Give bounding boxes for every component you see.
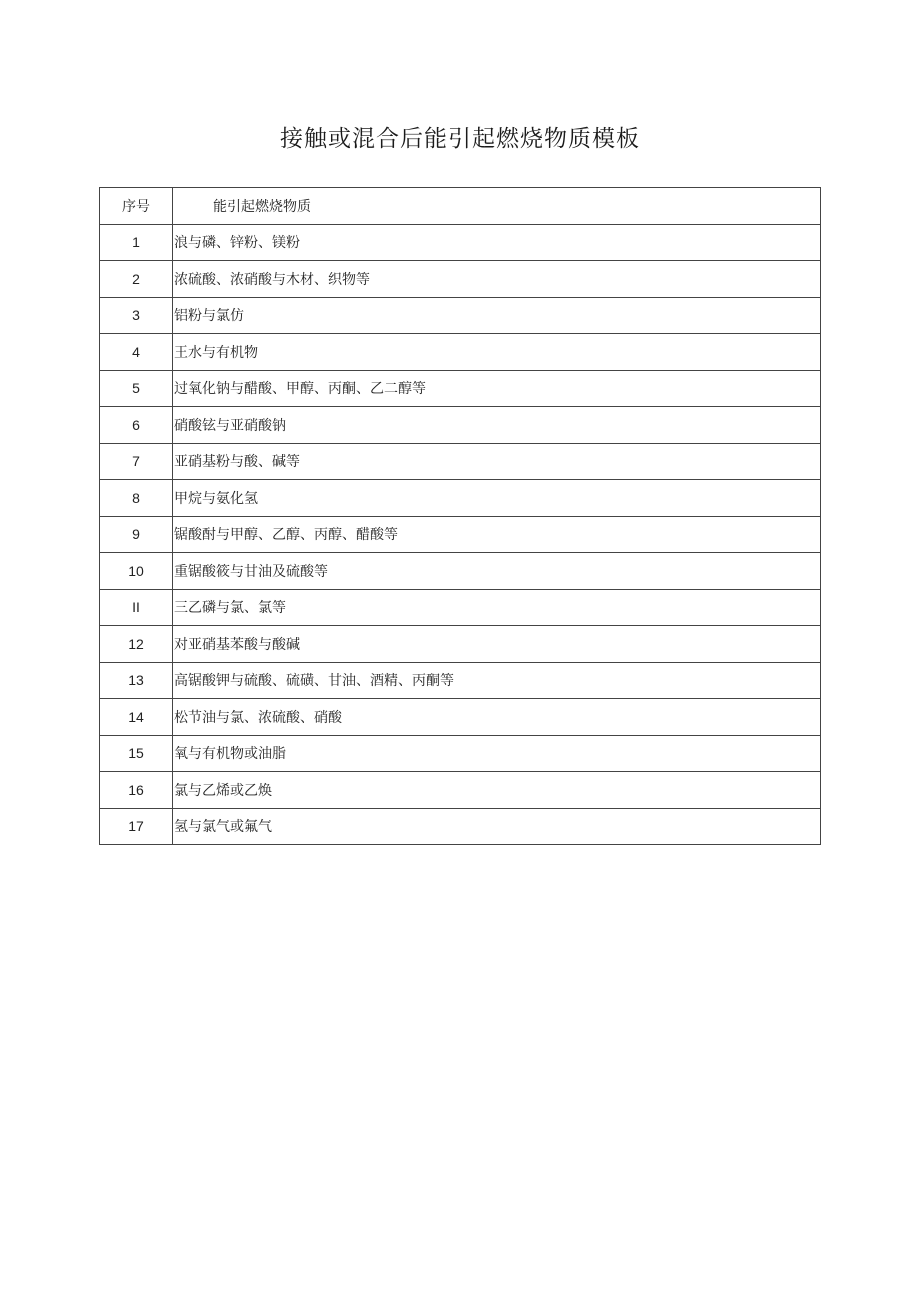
table-row	[100, 407, 821, 444]
table-row	[100, 261, 821, 298]
row-substance: 过氧化钠与醋酸、甲醇、丙酮、乙二醇等	[173, 370, 821, 407]
row-substance: 王水与有机物	[173, 334, 821, 371]
row-no: 3	[100, 297, 173, 334]
table-row	[100, 662, 821, 699]
table-row	[100, 735, 821, 772]
row-no: 12	[100, 626, 173, 663]
table-row	[100, 699, 821, 736]
table-row	[100, 443, 821, 480]
row-substance: 氢与氯气或氟气	[173, 808, 821, 845]
row-substance: 浪与磷、锌粉、镁粉	[173, 224, 821, 261]
table-row	[100, 772, 821, 809]
row-no: 8	[100, 480, 173, 517]
row-substance: 锯酸酎与甲醇、乙醇、丙醇、醋酸等	[173, 516, 821, 553]
row-no: 15	[100, 735, 173, 772]
row-substance: 重锯酸筱与甘油及硫酸等	[173, 553, 821, 590]
substances-table	[99, 187, 821, 845]
row-no: 2	[100, 261, 173, 298]
row-no: 17	[100, 808, 173, 845]
row-no: 10	[100, 553, 173, 590]
row-no: 1	[100, 224, 173, 261]
row-substance: 松节油与氯、浓硫酸、硝酸	[173, 699, 821, 736]
table-row	[100, 553, 821, 590]
table-row	[100, 224, 821, 261]
table-row	[100, 480, 821, 517]
row-no: 6	[100, 407, 173, 444]
table-row	[100, 626, 821, 663]
row-substance: 浓硫酸、浓硝酸与木材、织物等	[173, 261, 821, 298]
row-substance: 硝酸铉与亚硝酸钠	[173, 407, 821, 444]
row-substance: 亚硝基粉与酸、碱等	[173, 443, 821, 480]
row-no: 4	[100, 334, 173, 371]
row-no: 16	[100, 772, 173, 809]
row-no: 5	[100, 370, 173, 407]
row-substance: 甲烷与氨化氢	[173, 480, 821, 517]
row-no: 9	[100, 516, 173, 553]
page-title: 接触或混合后能引起燃烧物质模板	[280, 126, 640, 152]
header-substance: 能引起燃烧物质	[173, 188, 821, 225]
table-row	[100, 808, 821, 845]
row-substance: 氧与有机物或油脂	[173, 735, 821, 772]
row-no: 13	[100, 662, 173, 699]
row-substance: 氯与乙烯或乙焕	[173, 772, 821, 809]
table-row	[100, 334, 821, 371]
row-substance: 三乙磷与氯、氯等	[173, 589, 821, 626]
row-substance: 铝粉与氯仿	[173, 297, 821, 334]
header-no: 序号	[100, 188, 173, 225]
table-row	[100, 370, 821, 407]
row-no: 7	[100, 443, 173, 480]
table-header-row	[100, 188, 821, 225]
row-substance: 高锯酸钾与硫酸、硫磺、甘油、酒精、丙酮等	[173, 662, 821, 699]
row-no: II	[100, 589, 173, 626]
row-no: 14	[100, 699, 173, 736]
table-row	[100, 589, 821, 626]
row-substance: 对亚硝基苯酸与酸碱	[173, 626, 821, 663]
table-row	[100, 516, 821, 553]
table-row	[100, 297, 821, 334]
